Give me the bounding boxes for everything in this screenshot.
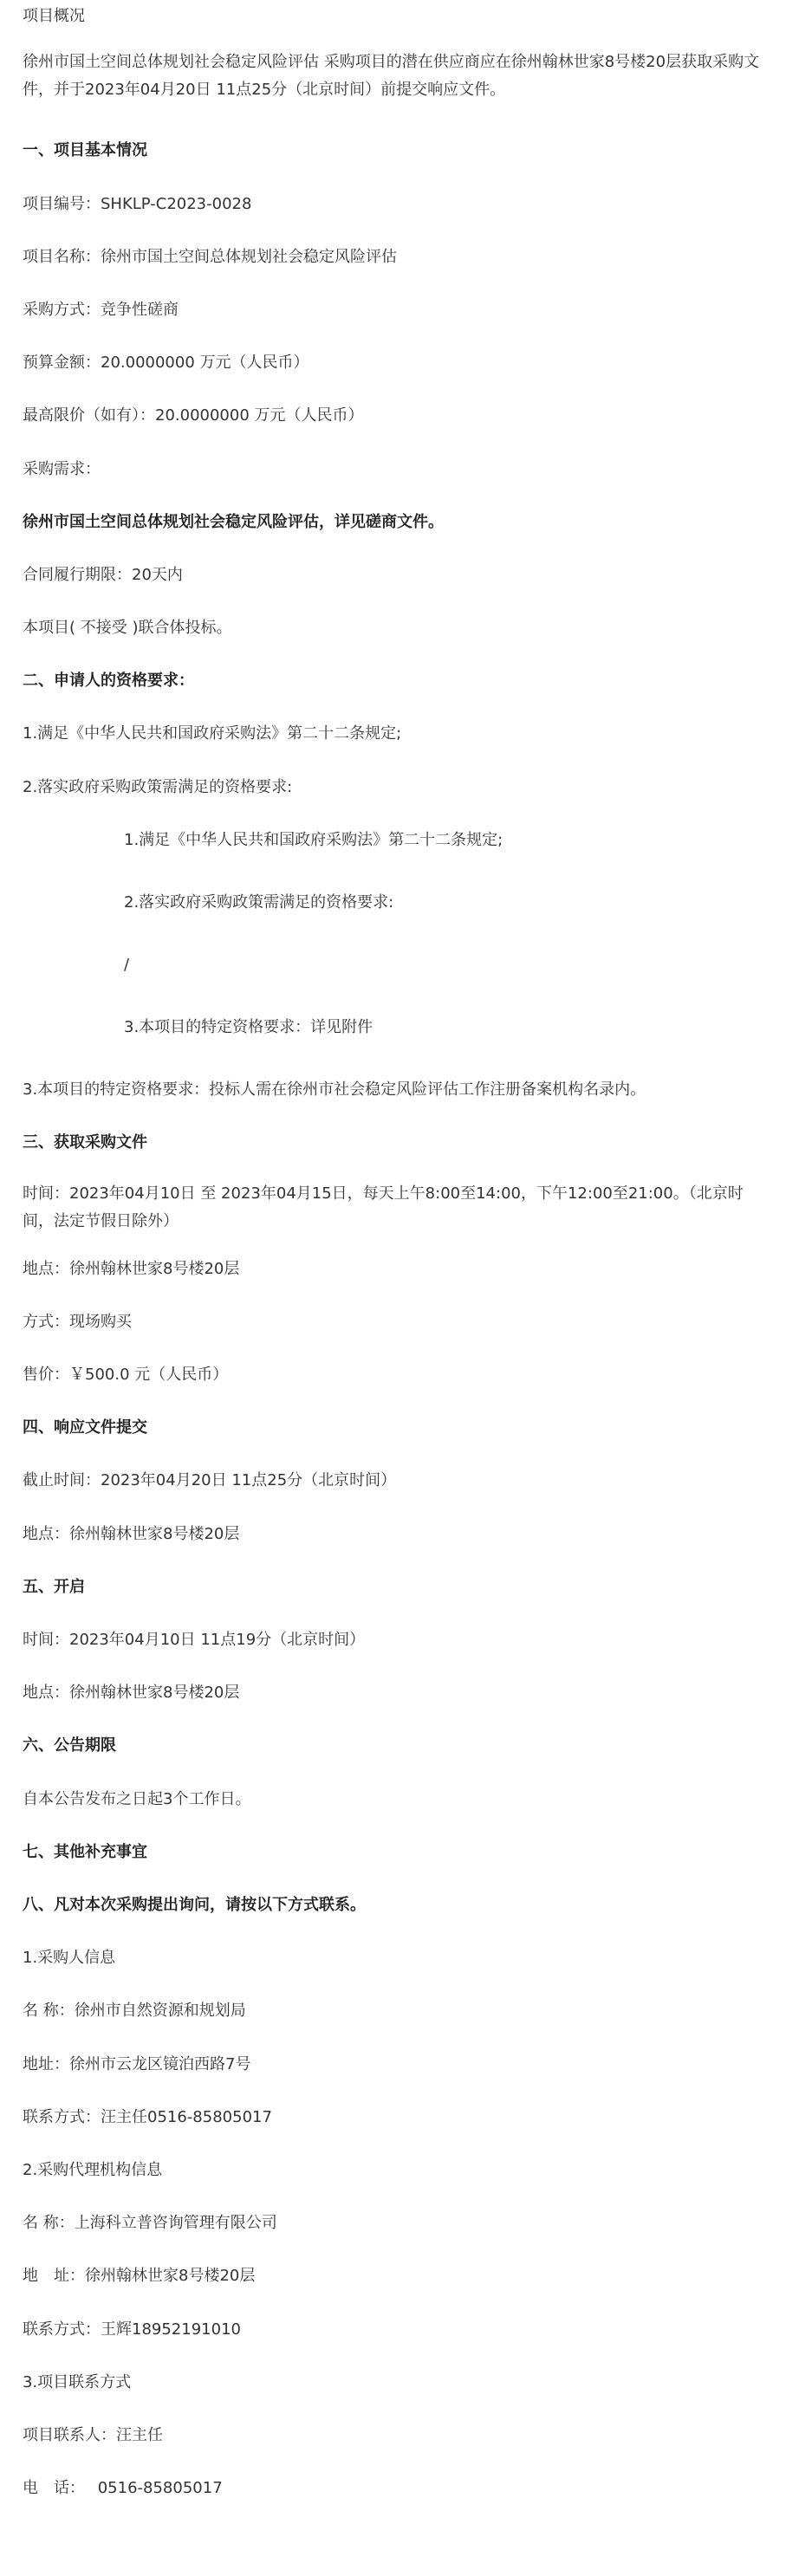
section-7-title: 七、其他补充事宜 [23, 1843, 147, 1861]
section-1-title: 一、项目基本情况 [23, 141, 147, 159]
overview-paragraph: 徐州市国土空间总体规划社会稳定风险评估 采购项目的潜在供应商应在徐州翰林世家8号楼20层获取采购文件，并于2023年04月20日 11点25分（北京时间）前提交响应文件。 [23, 53, 760, 99]
qualification-sub-3: 3.本项目的特定资格要求：详见附件 [124, 1018, 374, 1036]
acquisition-place: 地点：徐州翰林世家8号楼20层 [23, 1260, 240, 1278]
budget-amount: 预算金额：20.0000000 万元（人民币） [23, 354, 309, 372]
section-6-title: 六、公告期限 [23, 1736, 116, 1755]
opening-place: 地点：徐州翰林世家8号楼20层 [23, 1684, 240, 1702]
submission-place: 地点：徐州翰林世家8号楼20层 [23, 1525, 240, 1543]
acquisition-time: 时间：2023年04月10日 至 2023年04月15日，每天上午8:00至14:00，下午12:00至21:00。（北京时间，法定节假日除外） [23, 1184, 744, 1230]
consortium-note: 本项目( 不接受 )联合体投标。 [23, 619, 232, 637]
section-4-title: 四、响应文件提交 [23, 1418, 147, 1437]
document-price: 售价：￥500.0 元（人民币） [23, 1366, 229, 1384]
submission-deadline: 截止时间：2023年04月20日 11点25分（北京时间） [23, 1471, 397, 1489]
qualification-1: 1.满足《中华人民共和国政府采购法》第二十二条规定; [23, 724, 402, 743]
agent-info-label: 2.采购代理机构信息 [23, 2161, 163, 2179]
project-contact-label: 3.项目联系方式 [23, 2373, 132, 2391]
buyer-address: 地址：徐州市云龙区镜泊西路7号 [23, 2055, 251, 2073]
opening-time: 时间：2023年04月10日 11点19分（北京时间） [23, 1631, 366, 1649]
agent-contact: 联系方式：王辉18952191010 [23, 2320, 241, 2339]
acquisition-way: 方式：现场购买 [23, 1313, 132, 1331]
project-contact-phone: 电 话： 0516-85805017 [23, 2479, 223, 2497]
qualification-sub-slash: / [124, 956, 130, 974]
contract-period: 合同履行期限：20天内 [23, 566, 183, 584]
buyer-info-label: 1.采购人信息 [23, 1949, 116, 1967]
project-code: 项目编号：SHKLP-C2023-0028 [23, 195, 252, 213]
qualification-sub-2: 2.落实政府采购政策需满足的资格要求: [124, 893, 394, 912]
max-price: 最高限价（如有）：20.0000000 万元（人民币） [23, 406, 364, 425]
section-8-title: 八、凡对本次采购提出询问，请按以下方式联系。 [23, 1896, 366, 1914]
requirement-label: 采购需求： [23, 460, 101, 478]
requirement-text: 徐州市国土空间总体规划社会稳定风险评估，详见磋商文件。 [23, 513, 444, 531]
buyer-name: 名 称：徐州市自然资源和规划局 [23, 2002, 246, 2020]
agent-name: 名 称：上海科立普咨询管理有限公司 [23, 2214, 277, 2232]
qualification-2: 2.落实政府采购政策需满足的资格要求: [23, 778, 293, 796]
agent-address: 地 址：徐州翰林世家8号楼20层 [23, 2267, 256, 2285]
notice-period: 自本公告发布之日起3个工作日。 [23, 1790, 251, 1808]
qualification-sub-1: 1.满足《中华人民共和国政府采购法》第二十二条规定; [124, 831, 503, 849]
section-3-title: 三、获取采购文件 [23, 1133, 147, 1152]
buyer-contact: 联系方式：汪主任0516-85805017 [23, 2108, 272, 2126]
section-5-title: 五、开启 [23, 1578, 85, 1596]
qualification-3: 3.本项目的特定资格要求：投标人需在徐州市社会稳定风险评估工作注册备案机构名录内。 [23, 1080, 646, 1099]
overview-heading: 项目概况 [23, 7, 85, 25]
section-2-title: 二、申请人的资格要求： [23, 672, 194, 690]
project-name: 项目名称：徐州市国土空间总体规划社会稳定风险评估 [23, 248, 397, 266]
project-contact-person: 项目联系人：汪主任 [23, 2426, 163, 2444]
procurement-method: 采购方式：竞争性磋商 [23, 301, 179, 319]
